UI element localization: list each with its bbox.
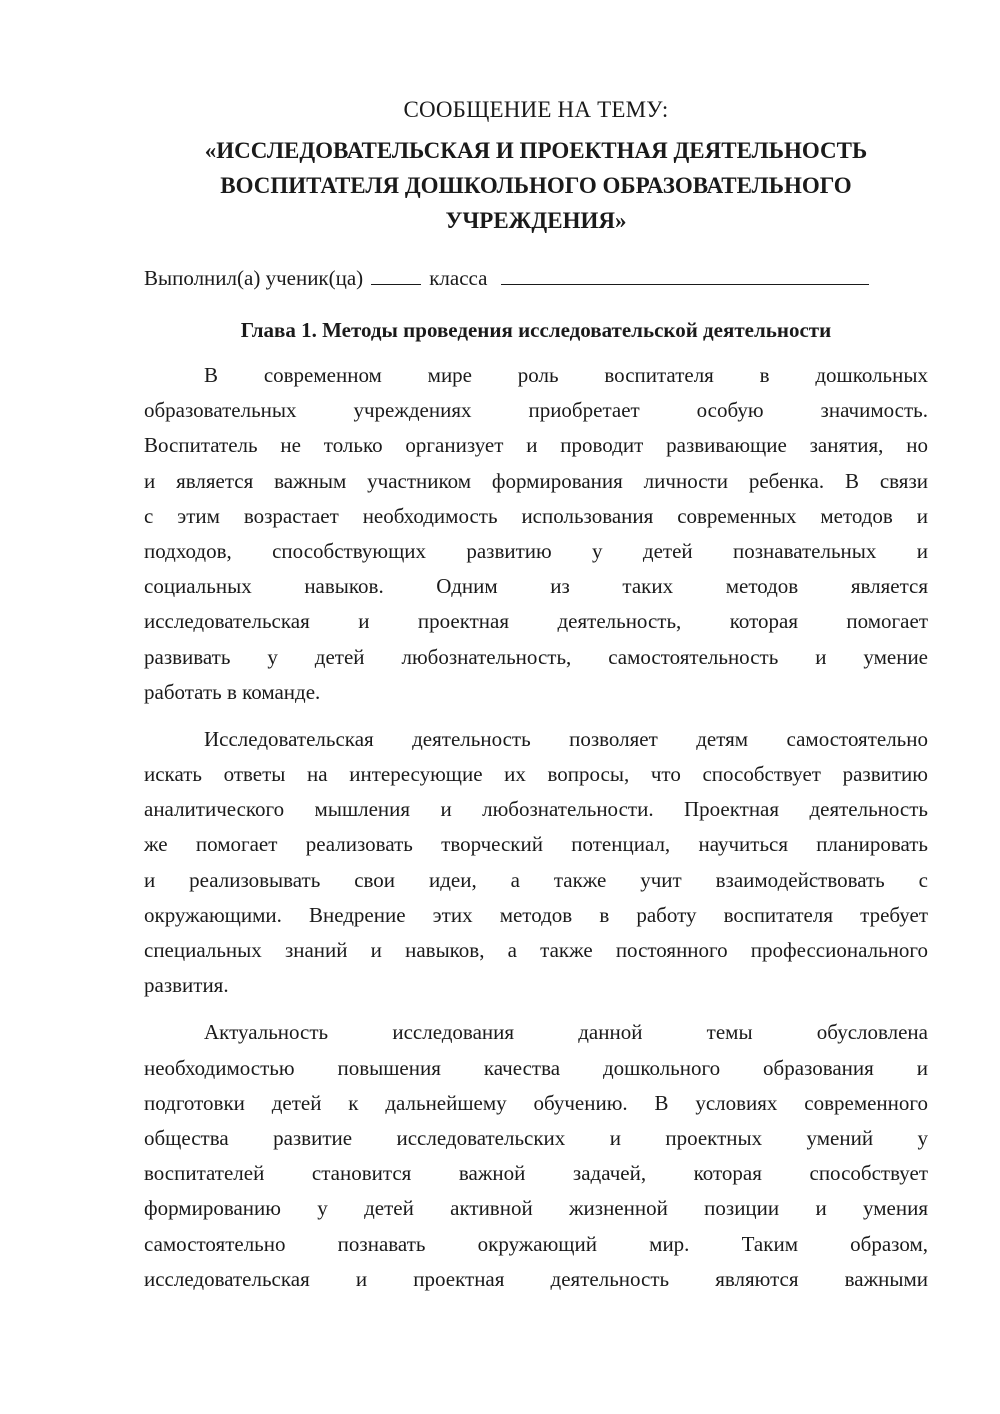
text-line: формированию у детей активной жизненной позиции и умения [144, 1196, 928, 1221]
text-line: социальных навыков. Одним из таких методов является [144, 574, 928, 599]
text-line: воспитателей становится важной задачей, которая способствует [144, 1161, 928, 1186]
author-line [144, 263, 928, 293]
text-line: же помогает реализовать творческий потенциал, научиться планировать [144, 832, 928, 857]
title-line: УЧРЕЖДЕНИЯ» [445, 208, 627, 233]
text-line: образовательных учреждениях приобретает особую значимость. [144, 398, 928, 423]
text-line: работать в команде. [144, 679, 321, 704]
title-line: «ИССЛЕДОВАТЕЛЬСКАЯ И ПРОЕКТНАЯ ДЕЯТЕЛЬНОСТЬ [204, 138, 868, 163]
document-page [144, 92, 928, 1297]
class-label: класса [429, 266, 488, 290]
text-line: исследовательская и проектная деятельность являются важными [144, 1266, 928, 1291]
author-prefix: Выполнил(а) ученик(ца) [144, 266, 364, 290]
text-line: общества развитие исследовательских и проектных умений у [144, 1125, 928, 1150]
chapter-heading: Глава 1. Методы проведения исследовательской деятельности [240, 318, 832, 342]
paragraph [144, 722, 928, 1004]
title-line: ВОСПИТАТЕЛЯ ДОШКОЛЬНОГО ОБРАЗОВАТЕЛЬНОГО [220, 173, 852, 198]
document-title [186, 133, 886, 238]
class-letter-blank [501, 264, 869, 285]
text-line: самостоятельно познавать окружающий мир. Таким образом, [144, 1231, 928, 1256]
text-line: и является важным участником формирования личности ребенка. В связи [144, 468, 928, 493]
text-line: окружающими. Внедрение этих методов в работу воспитателя требует [144, 902, 928, 927]
text-line: развития. [144, 973, 229, 998]
text-line: аналитического мышления и любознательности. Проектная деятельность [144, 797, 928, 822]
paragraph [144, 358, 928, 710]
text-line: подходов, способствующих развитию у детей познавательных и [144, 538, 928, 563]
text-line: специальных знаний и навыков, а также постоянного профессионального [144, 938, 928, 962]
text-line: и реализовывать свои идеи, а также учит взаимодействовать с [144, 867, 928, 892]
text-line: подготовки детей к дальнейшему обучению. В условиях современного [144, 1090, 928, 1115]
document-heading: СООБЩЕНИЕ НА ТЕМУ: [403, 97, 669, 122]
class-number-blank [371, 264, 421, 285]
paragraph [144, 1015, 928, 1297]
text-line: с этим возрастает необходимость использования современных методов и [144, 503, 928, 528]
text-line: Исследовательская деятельность позволяет детям самостоятельно [204, 726, 928, 751]
text-line: необходимостью повышения качества дошкольного образования и [144, 1055, 928, 1080]
text-line: Актуальность исследования данной темы обусловлена [204, 1020, 928, 1045]
text-line: Воспитатель не только организует и проводит развивающие занятия, но [144, 433, 928, 458]
text-line: В современном мире роль воспитателя в дошкольных [204, 363, 928, 387]
text-line: развивать у детей любознательность, самостоятельность и умение [144, 644, 928, 669]
text-line: искать ответы на интересующие их вопросы, что способствует развитию [144, 762, 928, 787]
text-line: исследовательская и проектная деятельность, которая помогает [144, 609, 928, 634]
